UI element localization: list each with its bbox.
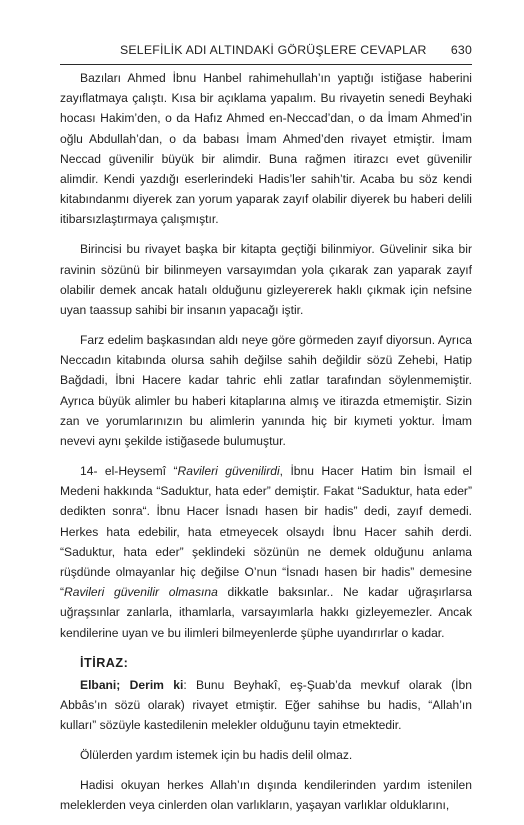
paragraph-4-emphasis-1: Ravileri güvenilirdi [177,464,280,479]
paragraph-5-text: : Bunu Beyhakî, eş-Şuab’da mevkuf olarak (İbn Abbâs’ın sözü olarak) rivayet etmiştir. Eğer sahihse bu hadis, “Allah’ın kulları” sözüyle kastedilenin melekler olduğunu tayin etmektedir. [60,677,472,733]
header-title: SELEFİLİK ADI ALTINDAKİ GÖRÜŞLERE CEVAPLAR [120,43,427,57]
paragraph-3: Farz edelim başkasından aldı neye göre görmeden zayıf diyorsun. Ayrıca Neccadın kitabında olursa sahih değilse sahih değildir sözü Zehebi, Hatip Bağdadi, İbni Hacere kadar tahric ehli zatlar tarafından söylenmemiştir. Ayrıca büyük alimler bu haberi kitaplarına almış ve itirazda etmemiştir. Sizin zan ve yorumlarınızın bu alimlerin yanında hiç bir kıymeti yoktur. İmam nevevi aynı şekilde istiğasede bulumuştur. [60,333,472,449]
paragraph-1: Bazıları Ahmed İbnu Hanbel rahimehullah’ın yaptığı istiğase haberini zayıflatmaya çalıştı. Kısa bir açıklama yapalım. Bu rivayetin senedi Beyhaki hocası Hakim’den, o da Hafız Ahmed en-Neccad’dan, o da İmam Ahmed’in oğlu Abdullah’dan, o da babası İmam Ahmed’den rivayet etmiştir. İmam Neccad güvenilir büyük bir alimdir. Buna rağmen itirazcı evet güvenilir alimdir. Kendi yazdığı eserlerindeki Hadis’ler sahih’tir. Acaba bu söz kendi kitabındanmı diyerek zan yorum yaparak zayıf olabilir diyerek bu haberi delili itibarsızlaştırmaya çalışmıştır. [60,71,472,227]
paragraph-4-part-b: , İbnu Hacer Hatim bin İsmail el Medeni hakkında “Saduktur, hata eder” demiştir. Fakat “Saduktur, hata eder” dedikten sonra“. İbnu Hacer İsnadı hasen bir hadis” dedi, zayıf demedi. Herkes hata edebilir, hata etmeyecek olsaydı İbnu Hacer sahih derdi. “Saduktur, hata eder” şeklindeki sözünün ne demek olduğunu anlama rüşdünde olmayanlar hiç değilse O’nun “İsnadı hasen bir hadis” demesine “ [60,464,472,600]
paragraph-4 [60,461,472,643]
page-number: 630 [450,43,472,57]
paragraph-4-part-a: 14- el-Heysemî “ [80,464,178,479]
paragraph-5-bold-lead: Elbani; Derim ki [80,677,184,692]
paragraph-4-emphasis-2: Ravileri güvenilir olmasına [64,585,218,600]
page-body [60,68,472,825]
section-heading: İTİRAZ: [80,655,129,670]
paragraph-2: Birincisi bu rivayet başka bir kitapta geçtiği bilinmiyor. Güvelinir sika bir ravinin sözünü bir bilinmeyen varsayımdan yola çıkarak zan yaparak zayıf olabilir demek ancak hatalı olduğunu gizleyererek haklı çıkmak için nefsine uyan taassup sahibi bir insanın yapacağı iştir. [60,242,472,318]
paragraph-4-part-c: dikkatle baksınlar.. Ne kadar uğraşırlarsa uğraşsınlar zanlarla, ithamlarla, varsayımlarla hakkı gizleyemezler. Ancak kendilerine uyan ve bu ilimleri bilmeyenlerde şüphe uyandırırlar o kadar. [60,585,472,640]
running-header [60,36,472,65]
paragraph-5 [60,675,472,736]
paragraph-6: Ölülerden yardım istemek için bu hadis delil olmaz. [80,748,353,763]
paragraph-7: Hadisi okuyan herkes Allah’ın dışında kendilerinden yardım istenilen meleklerden veya cinlerden olan varlıkların, yaşayan varlıklar olduklarını, [60,778,472,813]
